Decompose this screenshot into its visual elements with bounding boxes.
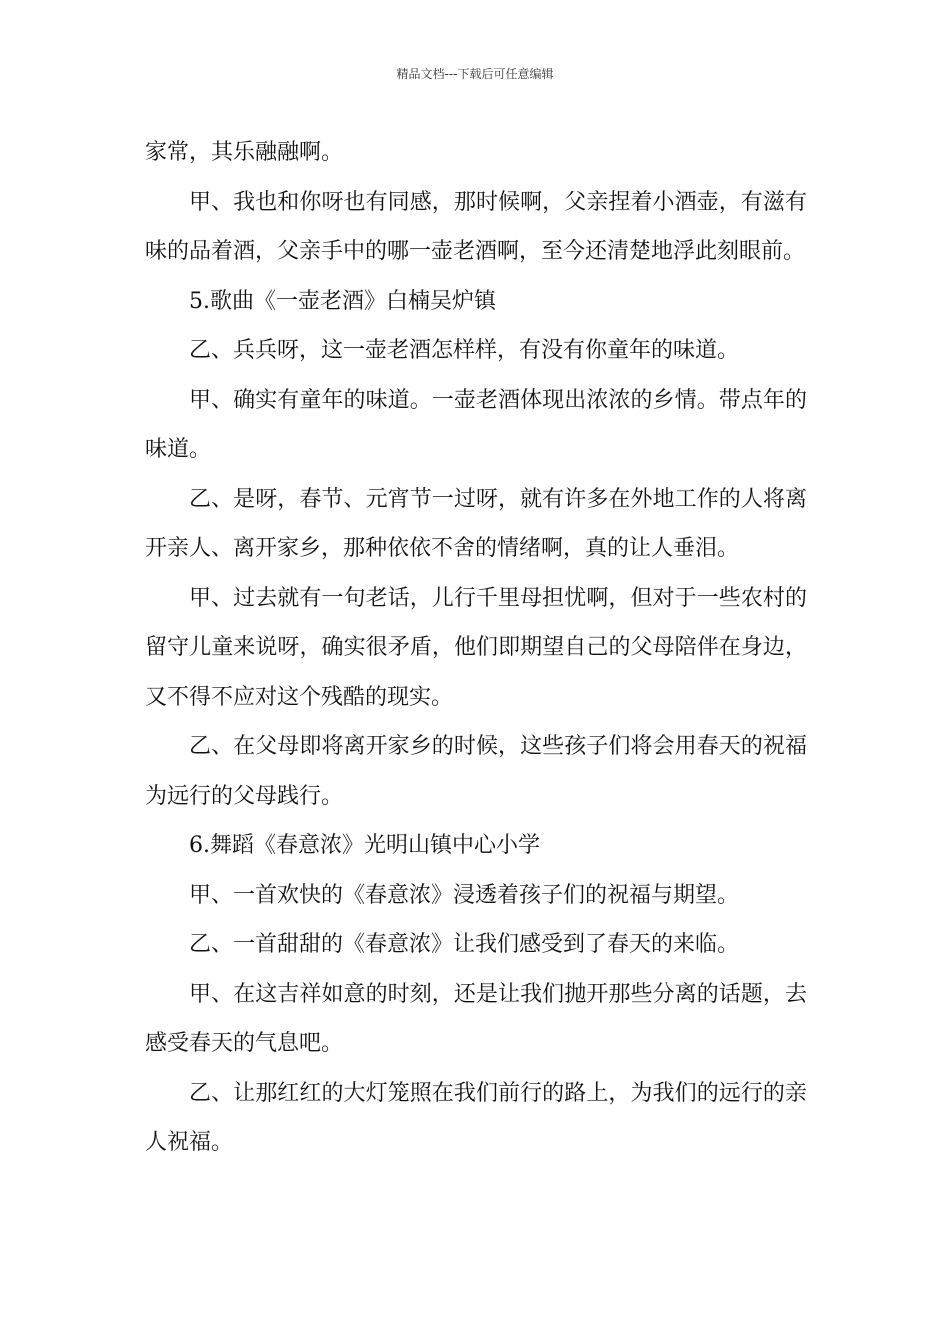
program-item-5: 5.歌曲《一壶老酒》白楠吴炉镇	[189, 288, 496, 314]
paragraph-13: 乙、让那红红的大灯笼照在我们前行的路上，为我们的远行的亲人祝福。	[145, 1080, 807, 1155]
document-body	[145, 128, 807, 1168]
program-item-6: 6.舞蹈《春意浓》光明山镇中心小学	[189, 833, 540, 858]
paragraph-8: 乙、在父母即将离开家乡的时候，这些孩子们将会用春天的祝福为远行的父母践行。	[145, 734, 807, 809]
paragraph-7: 甲、过去就有一句老话，儿行千里母担忧啊，但对于一些农村的留守儿童来说呀，确实很矛盾，他们即期望自己的父母陪伴在身边，又不得不应对这个残酷的现实。	[145, 585, 807, 710]
paragraph-2: 甲、我也和你呀也有同感，那时候啊，父亲捏着小酒壶，有滋有味的品着酒，父亲手中的哪一壶老酒啊，至今还清楚地浮此刻眼前。	[145, 189, 807, 264]
paragraph-1: 家常，其乐融融啊。	[145, 140, 344, 165]
paragraph-11: 乙、一首甜甜的《春意浓》让我们感受到了春天的来临。	[189, 932, 740, 957]
paragraph-4: 乙、兵兵呀，这一壶老酒怎样样，有没有你童年的味道。	[189, 338, 740, 363]
paragraph-6: 乙、是呀，春节、元宵节一过呀，就有许多在外地工作的人将离开亲人、离开家乡，那种依依不舍的情绪啊，真的让人垂泪。	[145, 486, 807, 561]
paragraph-12: 甲、在这吉祥如意的时刻，还是让我们抛开那些分离的话题，去感受春天的气息吧。	[145, 981, 807, 1056]
page-header: 精品文档---下载后可任意编辑	[396, 67, 554, 81]
paragraph-10: 甲、一首欢快的《春意浓》浸透着孩子们的祝福与期望。	[189, 882, 740, 908]
paragraph-5: 甲、确实有童年的味道。一壶老酒体现出浓浓的乡情。带点年的味道。	[145, 387, 807, 462]
